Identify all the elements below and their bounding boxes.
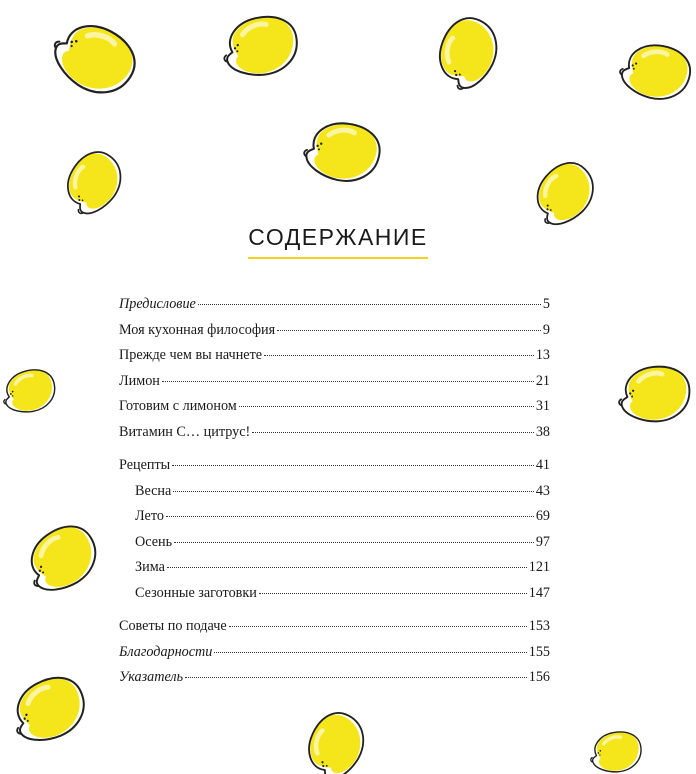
toc-entry-title: Лимон: [119, 372, 160, 389]
toc-entry-title: Готовим с лимоном: [119, 398, 237, 414]
toc-leader-dots: [239, 405, 534, 407]
lemon-illustration-5: [298, 112, 389, 192]
lemon-illustration-2: [214, 6, 309, 86]
toc-entry-title: Весна: [135, 482, 172, 499]
toc-leader-dots: [174, 541, 534, 543]
toc-entry-page: 156: [528, 669, 550, 685]
toc-leader-dots: [277, 329, 541, 331]
toc-entry-title: Предисловие: [119, 296, 196, 312]
toc-entry-cooking-with-lemon[interactable]: [119, 394, 550, 420]
toc-entry-page: 38: [535, 423, 550, 440]
toc-entry-winter[interactable]: [119, 555, 550, 581]
toc-entry-page: 31: [535, 398, 550, 414]
toc-entry-page: 121: [528, 559, 550, 575]
lemon-illustration-13: [577, 724, 658, 774]
toc-leader-dots: [172, 464, 534, 466]
toc-entry-acknowledgements[interactable]: [119, 640, 550, 666]
toc-entry-page: 43: [535, 482, 550, 499]
toc-entry-title: Зима: [135, 559, 165, 575]
toc-leader-dots: [264, 354, 534, 356]
toc-entry-lemon[interactable]: [119, 369, 550, 395]
toc-entry-autumn[interactable]: [119, 530, 550, 556]
lemon-illustration-12: [294, 698, 378, 774]
toc-entry-spring[interactable]: [119, 479, 550, 505]
toc-entry-serving-tips[interactable]: [119, 614, 550, 640]
toc-leader-dots: [214, 651, 526, 653]
page-title-text: СОДЕРЖАНИЕ: [248, 224, 428, 259]
toc-entry-title: Рецепты: [119, 457, 171, 473]
toc-entry-page: 9: [542, 321, 550, 338]
toc-leader-dots: [166, 515, 534, 517]
lemon-illustration-10: [5, 500, 121, 616]
lemon-illustration-8: [0, 349, 68, 433]
toc-entry-title: Сезонные заготовки: [135, 584, 257, 601]
page-title: [0, 224, 676, 259]
toc-entry-title: Моя кухонная философия: [119, 321, 276, 338]
toc-entry-page: 147: [528, 584, 550, 601]
toc-entry-title: Витамин C… цитрус!: [119, 423, 251, 440]
toc-entry-title: Советы по подаче: [119, 618, 227, 634]
toc-entry-vitamin-c[interactable]: [119, 420, 550, 446]
lemon-illustration-9: [612, 352, 696, 436]
toc-entry-title: Указатель: [119, 669, 184, 685]
lemon-illustration-4: [613, 31, 696, 113]
toc-entry-page: 97: [535, 533, 550, 550]
lemon-illustration-1: [39, 7, 153, 112]
toc-entry-page: 153: [528, 618, 550, 634]
toc-entry-summer[interactable]: [119, 504, 550, 530]
toc-leader-dots: [167, 566, 527, 568]
toc-entry-seasonal-preserves[interactable]: [119, 581, 550, 607]
toc-leader-dots: [185, 676, 527, 678]
toc-entry-title: Осень: [135, 533, 173, 550]
toc-entry-preface[interactable]: [119, 292, 550, 318]
toc-entry-page: 13: [535, 347, 550, 363]
toc-entry-page: 21: [535, 372, 550, 389]
lemon-illustration-3: [415, 0, 521, 104]
toc-leader-dots: [229, 625, 527, 627]
toc-entry-page: 41: [535, 457, 550, 473]
toc-entry-page: 5: [542, 296, 550, 312]
lemon-illustration-6: [43, 131, 146, 232]
toc-entry-index[interactable]: [119, 665, 550, 691]
toc-entry-recipes[interactable]: [119, 453, 550, 479]
toc-entry-title: Благодарности: [119, 643, 213, 660]
toc-entry-page: 155: [528, 643, 550, 660]
toc-leader-dots: [173, 490, 534, 492]
toc-entry-before-you-start[interactable]: [119, 343, 550, 369]
toc-entry-title: Лето: [135, 508, 164, 524]
toc-entry-page: 69: [535, 508, 550, 524]
toc-leader-dots: [252, 431, 534, 433]
toc-entry-kitchen-philosophy[interactable]: [119, 318, 550, 344]
table-of-contents: [119, 292, 550, 691]
toc-leader-dots: [198, 303, 541, 305]
toc-leader-dots: [162, 380, 534, 382]
toc-leader-dots: [259, 592, 527, 594]
toc-entry-title: Прежде чем вы начнете: [119, 347, 263, 363]
lemon-illustration-11: [0, 650, 108, 769]
